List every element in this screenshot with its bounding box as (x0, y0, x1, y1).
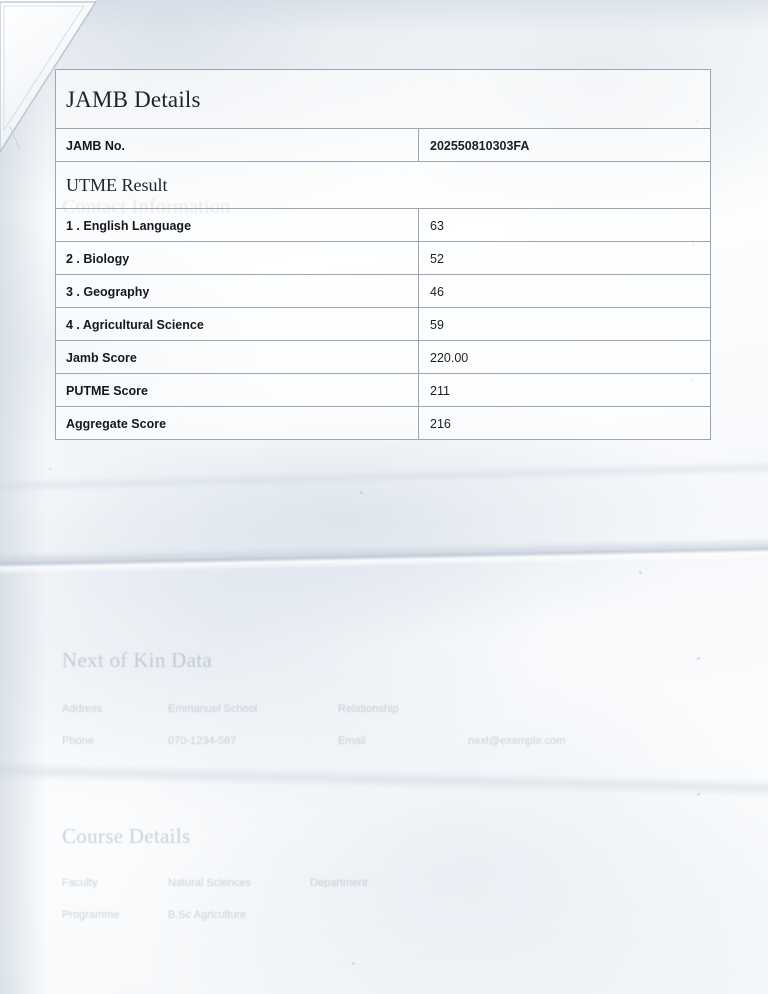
paper-crease-upper (0, 460, 768, 495)
ghost-course-heading: Course Details (62, 824, 191, 848)
jamb-details-card (55, 69, 711, 440)
page-top-shadow (0, 0, 768, 34)
table-row (56, 209, 710, 242)
table-row (56, 341, 710, 374)
paper-speck (697, 657, 700, 660)
table-row (56, 308, 710, 341)
subject-label: 3 . Geography (56, 275, 419, 307)
paper-speck (639, 571, 642, 574)
ghost-line: Relationship (338, 703, 399, 715)
aggregate-score-label: Aggregate Score (56, 407, 419, 439)
jamb-no-value: 202550810303FA (430, 138, 530, 153)
subject-label: 2 . Biology (56, 242, 419, 274)
putme-score-value: 211 (430, 383, 450, 398)
subject-label: 1 . English Language (56, 209, 419, 241)
ghost-line: Faculty (62, 877, 98, 889)
page-left-shadow (0, 0, 46, 994)
table-row (56, 374, 710, 407)
ghost-line: Email (338, 735, 366, 747)
ghost-line: 070-1234-567 (168, 735, 237, 747)
ghost-line: Natural Sciences (168, 877, 252, 889)
ghost-line: Phone (62, 735, 94, 747)
utme-result-heading: UTME Result (66, 175, 168, 195)
subject-score: 46 (430, 284, 444, 299)
ghost-line: Department (310, 877, 368, 889)
aggregate-score-value: 216 (430, 416, 451, 431)
ghost-line: next@example.com (468, 735, 566, 747)
paper-crease-main (0, 536, 768, 575)
jamb-score-value: 220.00 (430, 350, 469, 365)
ghost-line: Programme (62, 909, 120, 921)
subject-score: 59 (430, 317, 444, 332)
table-row (56, 242, 710, 275)
paper-crease-lower (0, 760, 768, 797)
card-title-row (56, 70, 710, 129)
subject-label: 4 . Agricultural Science (56, 308, 419, 340)
page-title: JAMB Details (66, 87, 201, 112)
ghost-line: Emmanuel School (168, 703, 258, 715)
ghost-line: Address (62, 703, 103, 715)
ghost-next-of-kin-heading: Next of Kin Data (62, 648, 213, 672)
subject-score: 52 (430, 251, 444, 266)
jamb-no-label: JAMB No. (56, 129, 419, 161)
utme-result-heading-row (56, 162, 710, 209)
paper-speck (352, 962, 355, 965)
paper-speck (360, 491, 363, 494)
jamb-score-label: Jamb Score (56, 341, 419, 373)
putme-score-label: PUTME Score (56, 374, 419, 406)
subject-score: 63 (430, 218, 444, 233)
paper-speck (697, 793, 700, 796)
ghost-line: B.Sc Agriculture (168, 909, 247, 921)
table-row (56, 407, 710, 440)
jamb-no-row (56, 129, 710, 162)
paper-speck (49, 468, 51, 470)
table-row (56, 275, 710, 308)
